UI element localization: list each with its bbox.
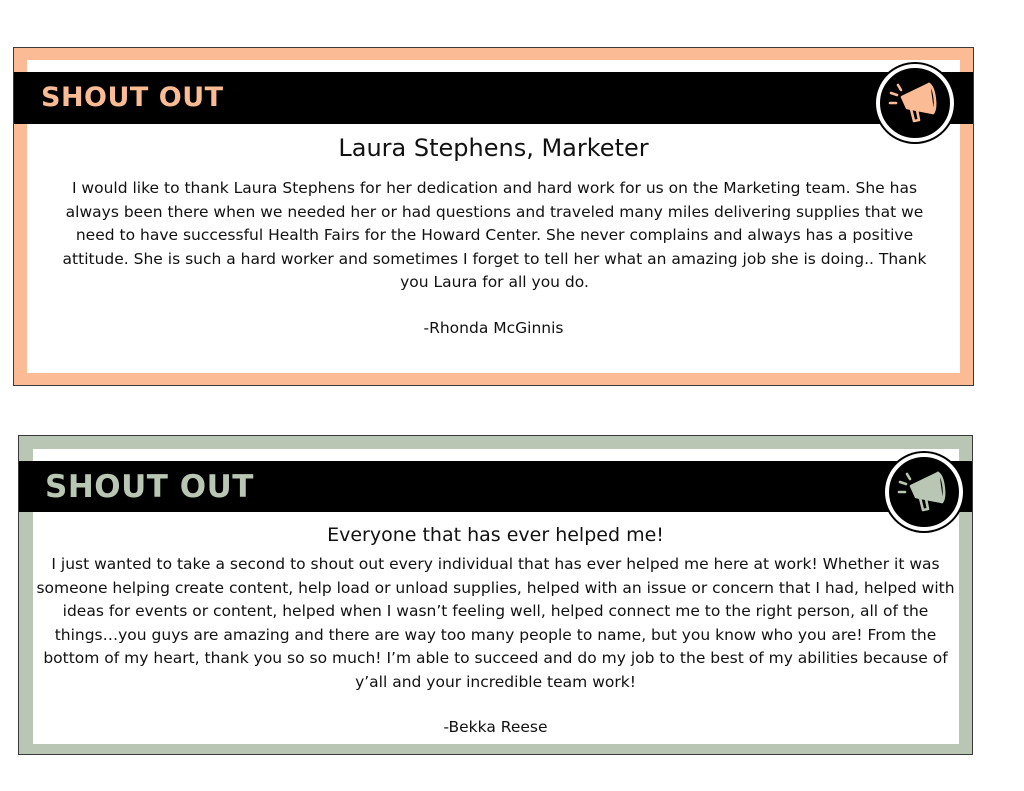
card-signature: -Bekka Reese	[443, 718, 548, 736]
shout-out-banner	[19, 461, 972, 512]
card-signature: -Rhonda McGinnis	[423, 319, 564, 337]
megaphone-icon	[876, 64, 954, 142]
shout-out-card	[18, 435, 973, 755]
shout-out-banner	[14, 72, 973, 124]
shout-out-card	[13, 47, 974, 386]
card-message: I would like to thank Laura Stephens for her dedication and hard work for us on the Marketing team. She has always been there when we needed her or had questions and traveled many miles delivering supplies that we need to have successful Health Fairs for the Howard Center. She never complains and always has a positive attitude. She is such a hard worker and sometimes I forget to tell her what an amazing job she is doing.. Thank you Laura for all you do.	[62, 179, 927, 291]
card-message: I just wanted to take a second to shout out every individual that has ever helped me here at work! Whether it was someone helping create content, help load or unload supplies, helped with an issue or concern that I had, helped with ideas for events or content, helped when I wasn’t feeling well, helped connect me to the right person, all of the things…you guys are amazing and there are way too many people to name, but you know who you are! From the bottom of my heart, thank you so so much! I’m able to succeed and do my job to the best of my abilities because of y’all and your incredible team work!	[36, 555, 955, 691]
banner-label: SHOUT OUT	[41, 82, 224, 113]
card-heading: Laura Stephens, Marketer	[338, 134, 649, 162]
card-heading: Everyone that has ever helped me!	[327, 524, 664, 546]
megaphone-icon	[885, 453, 963, 531]
banner-label: SHOUT OUT	[45, 469, 254, 505]
